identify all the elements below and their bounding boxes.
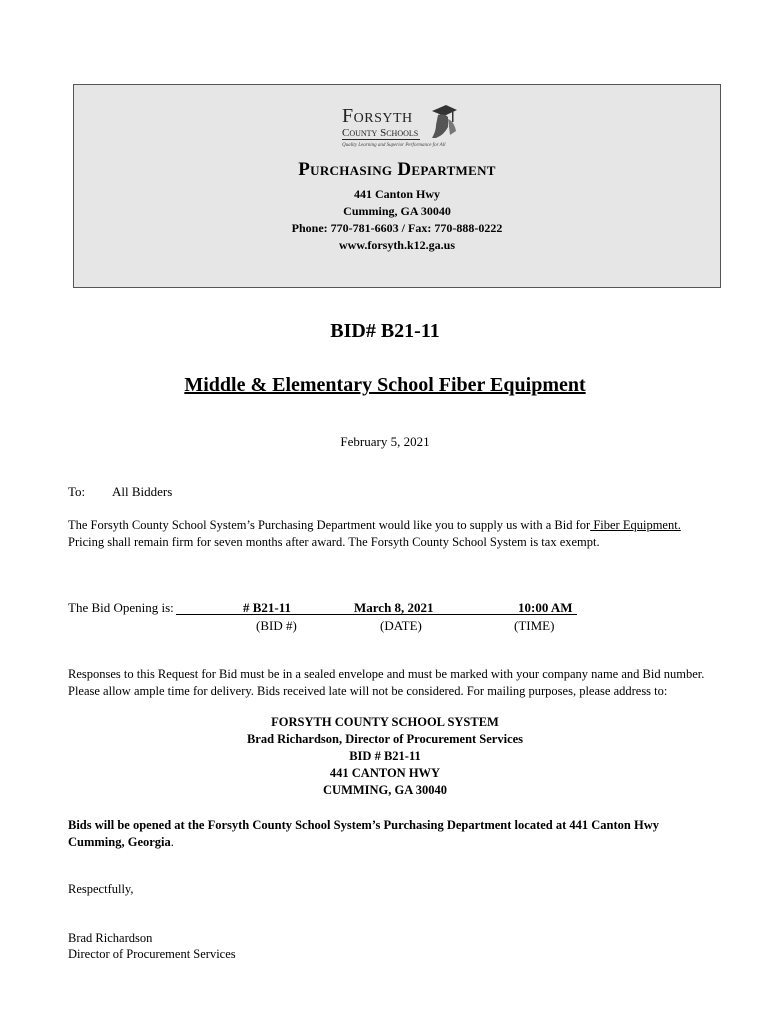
bid-opening-number: # B21-11: [243, 600, 292, 615]
forsyth-county-schools-logo: [338, 105, 460, 153]
bid-opening-date: March 8, 2021: [354, 600, 434, 615]
letter-date: February 5, 2021: [340, 434, 430, 449]
letterhead-box: [73, 84, 721, 288]
recipient-line: [68, 484, 172, 500]
to-label: To:: [68, 484, 86, 499]
intro-fiber-equipment: Fiber Equipment.: [590, 518, 681, 532]
mailing-line-4: 441 CANTON HWY: [329, 766, 441, 780]
closing-salutation: Respectfully,: [68, 882, 134, 896]
header-address: 441 Canton Hwy: [353, 187, 440, 201]
mailing-line-2: Brad Richardson, Director of Procurement Services: [246, 732, 524, 746]
department-title: Purchasing Department: [298, 159, 496, 180]
signature-title: Director of Procurement Services: [68, 947, 236, 961]
bid-number-caption: (BID #): [256, 618, 297, 633]
logo-tagline: Quality Learning and Superior Performance for All: [342, 143, 446, 148]
bids-opened-text: Bids will be opened at the Forsyth County School System’s Purchasing Department located at 441 Canton Hwy Cumming, Georgia: [68, 818, 659, 849]
signature-name: Brad Richardson: [68, 931, 153, 945]
header-phone: Phone: 770-781-6603 / Fax: 770-888-0222: [291, 221, 503, 235]
mailing-line-1: FORSYTH COUNTY SCHOOL SYSTEM: [271, 715, 499, 729]
date-caption: (DATE): [380, 618, 422, 633]
graduate-icon: [430, 105, 458, 139]
bid-opening-time: 10:00 AM: [518, 600, 573, 615]
bids-opened-period: .: [170, 835, 174, 849]
intro-paragraph: [68, 517, 708, 551]
responses-paragraph: Responses to this Request for Bid must be in a sealed envelope and must be marked with your company name and Bid number. Please allow ample time for delivery. Bids received late will not be considered. For mailing purposes, please address to:: [68, 667, 705, 698]
bid-number-heading: BID# B21-11: [330, 320, 440, 342]
bids-opened-notice: [68, 817, 698, 851]
intro-text-2: Pricing shall remain firm for seven months after award. The Forsyth County School System is tax exempt.: [68, 535, 600, 549]
bid-opening-label: The Bid Opening is:: [68, 600, 174, 615]
mailing-line-5: CUMMING, GA 30040: [323, 783, 447, 797]
logo-subtitle: County Schools: [342, 127, 419, 139]
time-caption: (TIME): [514, 618, 555, 633]
intro-text-1: The Forsyth County School System’s Purchasing Department would like you to supply us with a Bid for: [68, 518, 591, 532]
mailing-line-3: BID # B21-11: [349, 749, 421, 763]
header-website[interactable]: www.forsyth.k12.ga.us: [338, 238, 455, 252]
header-city: Cumming, GA 30040: [343, 204, 451, 218]
logo-name: Forsyth: [342, 105, 413, 127]
to-value: All Bidders: [112, 484, 173, 499]
bid-title: Middle & Elementary School Fiber Equipment: [184, 374, 586, 396]
